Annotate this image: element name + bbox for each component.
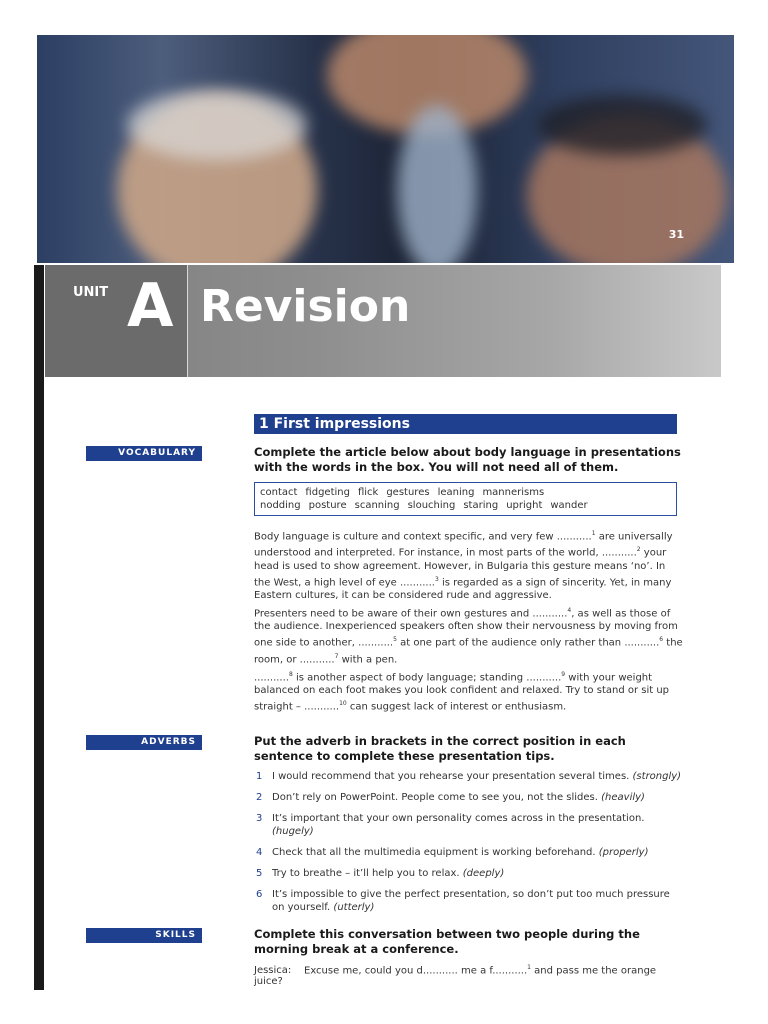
list-item: 6 It’s impossible to give the perfect presentation, so don’t put too much pressure on yourself. (utterly) xyxy=(256,889,670,913)
unit-banner xyxy=(45,265,721,377)
blurred-hair xyxy=(537,95,707,155)
word: posture xyxy=(308,500,347,511)
word: slouching xyxy=(407,500,456,511)
article-paragraph-1: Body language is culture and context specific, and very few ...........$^1$ are universally understood and interpreted. For instance, in most parts of the world, ...........$^2$ your head is used to show agreement. However, in Bulgaria this gesture means ‘no’. In the West, a high level of eye ...........$^3$ is regarded as a sign of sincerity. Yet, in many Eastern cultures, it can be considered rude and aggressive. xyxy=(254,530,673,601)
gap: ........... xyxy=(304,701,340,713)
article-paragraph-2: Presenters need to be aware of their own gestures and ...........$^4$, as well as those of the audience. Inexperienced speakers often show their nervousness by moving from one side to another, ...........$^5$ at one part of the audience only rather than ...........$^6$ the room, or ...........$^7$ with a pen. xyxy=(254,607,683,665)
adverbs-tag: ADVERBS xyxy=(86,735,202,750)
word-row-1 xyxy=(260,486,671,499)
gap: ........... xyxy=(532,608,568,620)
unit-label: UNIT xyxy=(73,285,109,300)
section-title: 1 First impressions xyxy=(254,414,677,434)
blurred-shirt xyxy=(397,105,477,263)
adverb-tips-list xyxy=(254,770,684,922)
vocabulary-tag: VOCABULARY xyxy=(86,446,202,461)
gap: ........... xyxy=(492,965,528,977)
gap: ........... xyxy=(624,637,660,649)
gap: ........... xyxy=(254,672,289,684)
word: contact xyxy=(260,487,298,498)
word: fidgeting xyxy=(305,487,350,498)
gap: ........... xyxy=(601,547,637,559)
word: scanning xyxy=(354,500,400,511)
adverbs-instruction: Put the adverb in brackets in the correct position in each sentence to complete these presentation tips. xyxy=(254,734,626,763)
word: leaning xyxy=(437,487,475,498)
gap: ........... xyxy=(299,653,335,665)
skills-tag: SKILLS xyxy=(86,928,202,943)
word-box xyxy=(254,482,677,516)
blurred-hair xyxy=(127,90,307,160)
banner-divider xyxy=(187,265,188,377)
list-item: 3 It’s important that your own personality comes across in the presentation. (hugely) xyxy=(256,813,645,837)
list-item: 5 Try to breathe – it’ll help you to relax. (deeply) xyxy=(256,868,505,879)
gap: ........... xyxy=(422,965,458,977)
gap: ........... xyxy=(400,576,435,588)
gap: ........... xyxy=(556,531,592,543)
word: wander xyxy=(550,500,588,511)
speaker: Jessica: xyxy=(254,965,292,977)
vocabulary-instruction: Complete the article below about body language in presentations with the words in the box. You will not need all of them. xyxy=(254,445,681,474)
list-item: 2 Don’t rely on PowerPoint. People come to see you, not the slides. (heavily) xyxy=(256,792,645,803)
dialogue-line: Jessica: Excuse me, could you d........... me a f...........$^1$ and pass me the orange juice? xyxy=(254,964,657,988)
header-photo xyxy=(37,35,734,263)
word: flick xyxy=(357,487,379,498)
word: upright xyxy=(506,500,543,511)
page-number: 31 xyxy=(668,228,684,241)
word: gestures xyxy=(386,487,430,498)
word: nodding xyxy=(260,500,301,511)
word-row-2 xyxy=(260,499,671,512)
unit-title: Revision xyxy=(200,281,411,332)
word: staring xyxy=(463,500,499,511)
list-item: 1 I would recommend that you rehearse your presentation several times. (strongly) xyxy=(256,771,682,782)
page-edge xyxy=(34,265,44,990)
article-paragraph-3: ...........$^8$ is another aspect of body language; standing ...........$^9$ with your weight balanced on each foot makes you look confident and relaxed. Try to stand or sit up straight – ...........$^{10}$ can suggest lack of interest or enthusiasm. xyxy=(254,671,670,713)
gap: ........... xyxy=(526,672,562,684)
skills-instruction: Complete this conversation between two people during the morning break at a conference. xyxy=(254,927,640,956)
unit-letter: A xyxy=(127,271,174,341)
list-item: 4 Check that all the multimedia equipment is working beforehand. (properly) xyxy=(256,847,649,858)
word: mannerisms xyxy=(482,487,545,498)
gap: ........... xyxy=(358,637,394,649)
